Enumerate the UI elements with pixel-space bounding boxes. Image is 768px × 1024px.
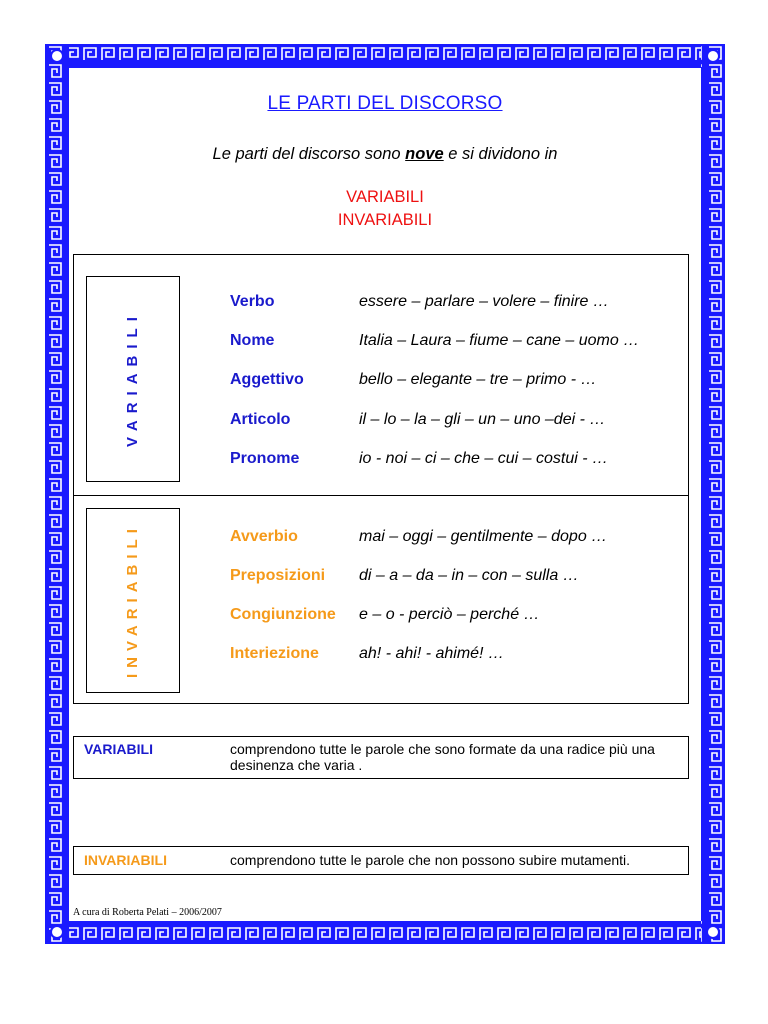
term-articolo: Articolo <box>230 411 291 428</box>
examples-congiunzione: e – o - perciò – perché … <box>359 606 540 623</box>
term-aggettivo: Aggettivo <box>230 371 304 388</box>
term-nome: Nome <box>230 332 275 349</box>
footer-credit: A cura di Roberta Pelati – 2006/2007 <box>73 907 222 918</box>
variabili-vertical-label: VARIABILI <box>124 310 141 448</box>
term-congiunzione: Congiunzione <box>230 606 336 623</box>
term-avverbio: Avverbio <box>230 528 298 545</box>
examples-nome: Italia – Laura – fiume – cane – uomo … <box>359 332 640 349</box>
examples-preposizioni: di – a – da – in – con – sulla … <box>359 567 579 584</box>
examples-avverbio: mai – oggi – gentilmente – dopo … <box>359 528 608 545</box>
intro-bold-word: nove <box>405 145 444 163</box>
term-pronome: Pronome <box>230 450 300 467</box>
examples-articolo: il – lo – la – gli – un – uno –dei - … <box>359 411 606 428</box>
definition-variabili-label: VARIABILI <box>84 741 153 757</box>
intro-sentence <box>69 145 701 164</box>
term-preposizioni: Preposizioni <box>230 567 326 584</box>
examples-interiezione: ah! - ahi! - ahimé! … <box>359 645 504 662</box>
definition-invariabili-text: comprendono tutte le parole che non possono subire mutamenti. <box>230 852 631 868</box>
examples-verbo: essere – parlare – volere – finire … <box>359 293 609 310</box>
examples-aggettivo: bello – elegante – tre – primo - … <box>359 371 597 388</box>
intro-before: Le parti del discorso sono <box>212 145 406 163</box>
intro-after: e si dividono in <box>443 145 558 163</box>
definition-invariabili-label: INVARIABILI <box>84 852 167 868</box>
invariabili-label-box <box>86 508 180 693</box>
heading-variabili: VARIABILI <box>346 188 424 206</box>
variabili-label-box <box>86 276 180 482</box>
heading-invariabili: INVARIABILI <box>337 211 433 229</box>
term-verbo: Verbo <box>230 293 275 310</box>
parts-table <box>73 254 689 704</box>
definition-variabili-text: comprendono tutte le parole che sono formate da una radice più una desinenza che varia . <box>230 741 655 773</box>
definition-variabili <box>73 736 689 779</box>
table-divider <box>74 495 688 496</box>
term-interiezione: Interiezione <box>230 645 319 662</box>
definition-invariabili <box>73 846 689 875</box>
page-title: LE PARTI DEL DISCORSO <box>267 93 503 114</box>
page-content <box>69 69 701 921</box>
examples-pronome: io - noi – ci – che – cui – costui - … <box>359 450 608 467</box>
invariabili-vertical-label: INVARIABILI <box>124 523 141 678</box>
